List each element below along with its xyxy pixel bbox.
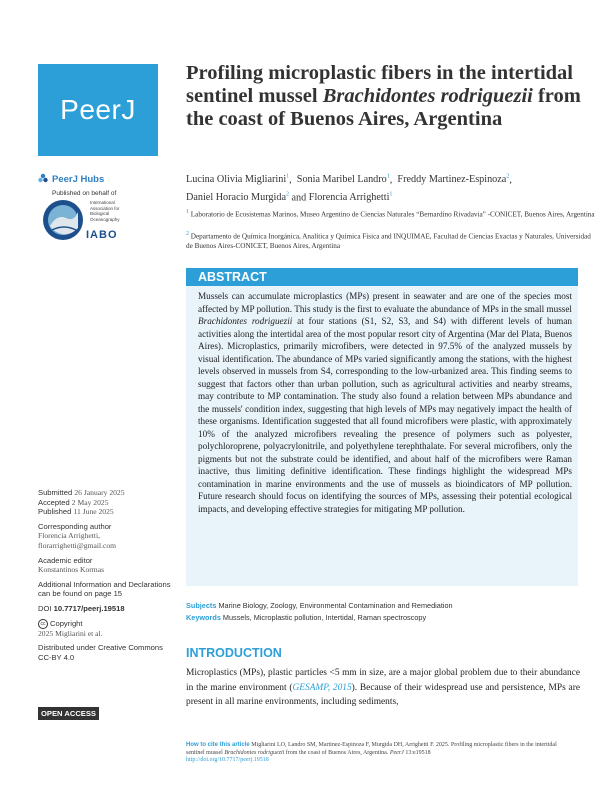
published-on-behalf: Published on behalf of [52,190,117,197]
iabo-logo [42,198,162,244]
copyright-icon: cc [38,619,48,629]
abstract-body: Mussels can accumulate microplastics (MPs) present in seawater and are one of the species most affected by MP pollution. This study is the first to evaluate the abundance of MPs in the small mussel Brachidontes rodriguezii at four stations (S1, S2, S3, and S4) with different levels of human activities along the intertidal area of the most popular resort city of Argentina (Mar del Plata, Buenos Aires). Microplastics, primarily microfibers, were detected in 97.5% of the analyzed mussels by visual identification. The abundance of MPs varied significantly among the stations, with the highest levels observed in mussels from S4, corresponding to the low-urbanized area. This finding seems to suggest that factors other than urban pollution, such as agricultural activities and nearby streams, may contribute to MP contamination. The study also found a relation between MPs abundance and the mussels' condition index, suggesting that high levels of MPs may negatively impact the health of these organisms. Identification suggested that all found microfibers were plastic, with approximately 10% of the analyzed microfibers revealing the presence of polymers such as polyester, polychloroprene, polyacrylonitrile, and polyethylene terephthalate. For several microfibers, only the pigments but not the substrate could be identified, and about half of the microfibers were Raman inactive, thus limiting definitive identification. These findings highlight the widespread MPs contamination in marine environments and the use of mussels as bioindicators of MP pollution. Future research should focus on identifying the sources of MPs, assessing their potential ecological impacts, and developing effective strategies for mitigating MP pollution. [198,291,572,514]
citation-link[interactable]: GESAMP, 2015 [292,682,352,693]
abstract-section [186,268,578,586]
doi: DOI 10.7717/peerj.19518 [38,603,125,613]
iabo-emblem-icon [42,198,84,242]
editor-name: Konstantinos Kormas [38,565,105,575]
license-info: Distributed under Creative Commons CC-BY 4.0 [38,643,163,662]
introduction-body: Microplastics (MPs), plastic particles <5 mm in size, are a major global problem due to their abundance in the marine environment (GESAMP, 2015). Because of their widespread use and persistence, MPs are present in all marine environments, including sediments, [186,668,580,707]
hubs-name: PeerJ Hubs [52,173,105,185]
published-date: Published 11 June 2025 [38,507,114,517]
editor-label: Academic editor [38,555,93,565]
peerj-hubs [38,170,168,197]
corresponding-email[interactable]: florarrighetti@gmail.com [38,540,117,550]
iabo-org-text: International Association for Biological Oceanography [90,200,120,222]
open-access-badge: OPEN ACCESS [38,707,99,720]
author[interactable]: Sonia Maribel Landro$^1$ [296,174,390,186]
copyright-label: cc Copyright [38,619,178,629]
author[interactable]: Florencia Arrighetti$^1$ [308,191,393,204]
abstract-heading: ABSTRACT [186,268,578,286]
author[interactable]: Lucina Olivia Migliarini$^1$ [186,174,290,186]
iabo-acronym: IABO [86,229,118,241]
affiliation: $^1$ Laboratorio de Ecosistemas Marinos, Museo Argentino de Ciencias Naturales “Bernardino Rivadavia” -CONICET, Buenos Aires, Argentina [186,209,595,219]
subjects-keywords [186,600,586,624]
article-title: Profiling microplastic fibers in the intertidal sentinel mussel Brachidontes rodriguezii from the coast of Buenos Aires, Argentina [186,62,581,130]
author[interactable]: Freddy Martinez-Espinoza$^2$ [397,174,510,186]
accepted-date: Accepted 2 May 2025 [38,497,109,507]
copyright-value: 2025 Migliarini et al. [38,628,103,638]
author-list: Lucina Olivia Migliarini$^1$, Sonia Maribel Landro$^1$, Freddy Martinez-Espinoza$^2$, Daniel Horacio Murgida$^2$ and Florencia Arrighetti$^1$ [186,174,512,204]
corresponding-label: Corresponding author [38,521,112,531]
introduction-heading: INTRODUCTION [186,646,282,660]
how-to-cite: How to cite this article Migliarini LO, Landro SM, Martinez-Espinoza F, Murgida DH, Arrighetti F. 2025. Profiling microplastic fibers in the intertidal sentinel mussel Brachidontes rodriguezii from the coast of Buenos Aires, Argentina. PeerJ 13:e19518 http://doi.org/10.7717/peerj.19518 [186,742,557,764]
peerj-logo: PeerJ [38,64,158,156]
cite-doi-link[interactable]: http://doi.org/10.7717/peerj.19518 [186,757,269,764]
submitted-date: Submitted 26 January 2025 [38,488,125,497]
author[interactable]: Daniel Horacio Murgida$^2$ [186,191,289,204]
affiliation: $^2$ Departamento de Química Inorgánica, Analítica y Química Física and INQUIMAE, Facultad de Ciencias Exactas y Naturales, Universidad de Buenos Aires-CONICET, Buenos Aires, Argentina [186,231,591,250]
subjects-line: Subjects Marine Biology, Zoology, Environmental Contamination and Remediation [186,601,453,610]
additional-info: Additional Information and Declarations can be found on page 15 [38,579,171,599]
article-metadata [38,488,178,667]
keywords-line: Keywords Mussels, Microplastic pollution, Intertidal, Raman spectroscopy [186,613,427,622]
corresponding-name: Florencia Arrighetti, [38,531,100,541]
hubs-icon [38,170,48,188]
